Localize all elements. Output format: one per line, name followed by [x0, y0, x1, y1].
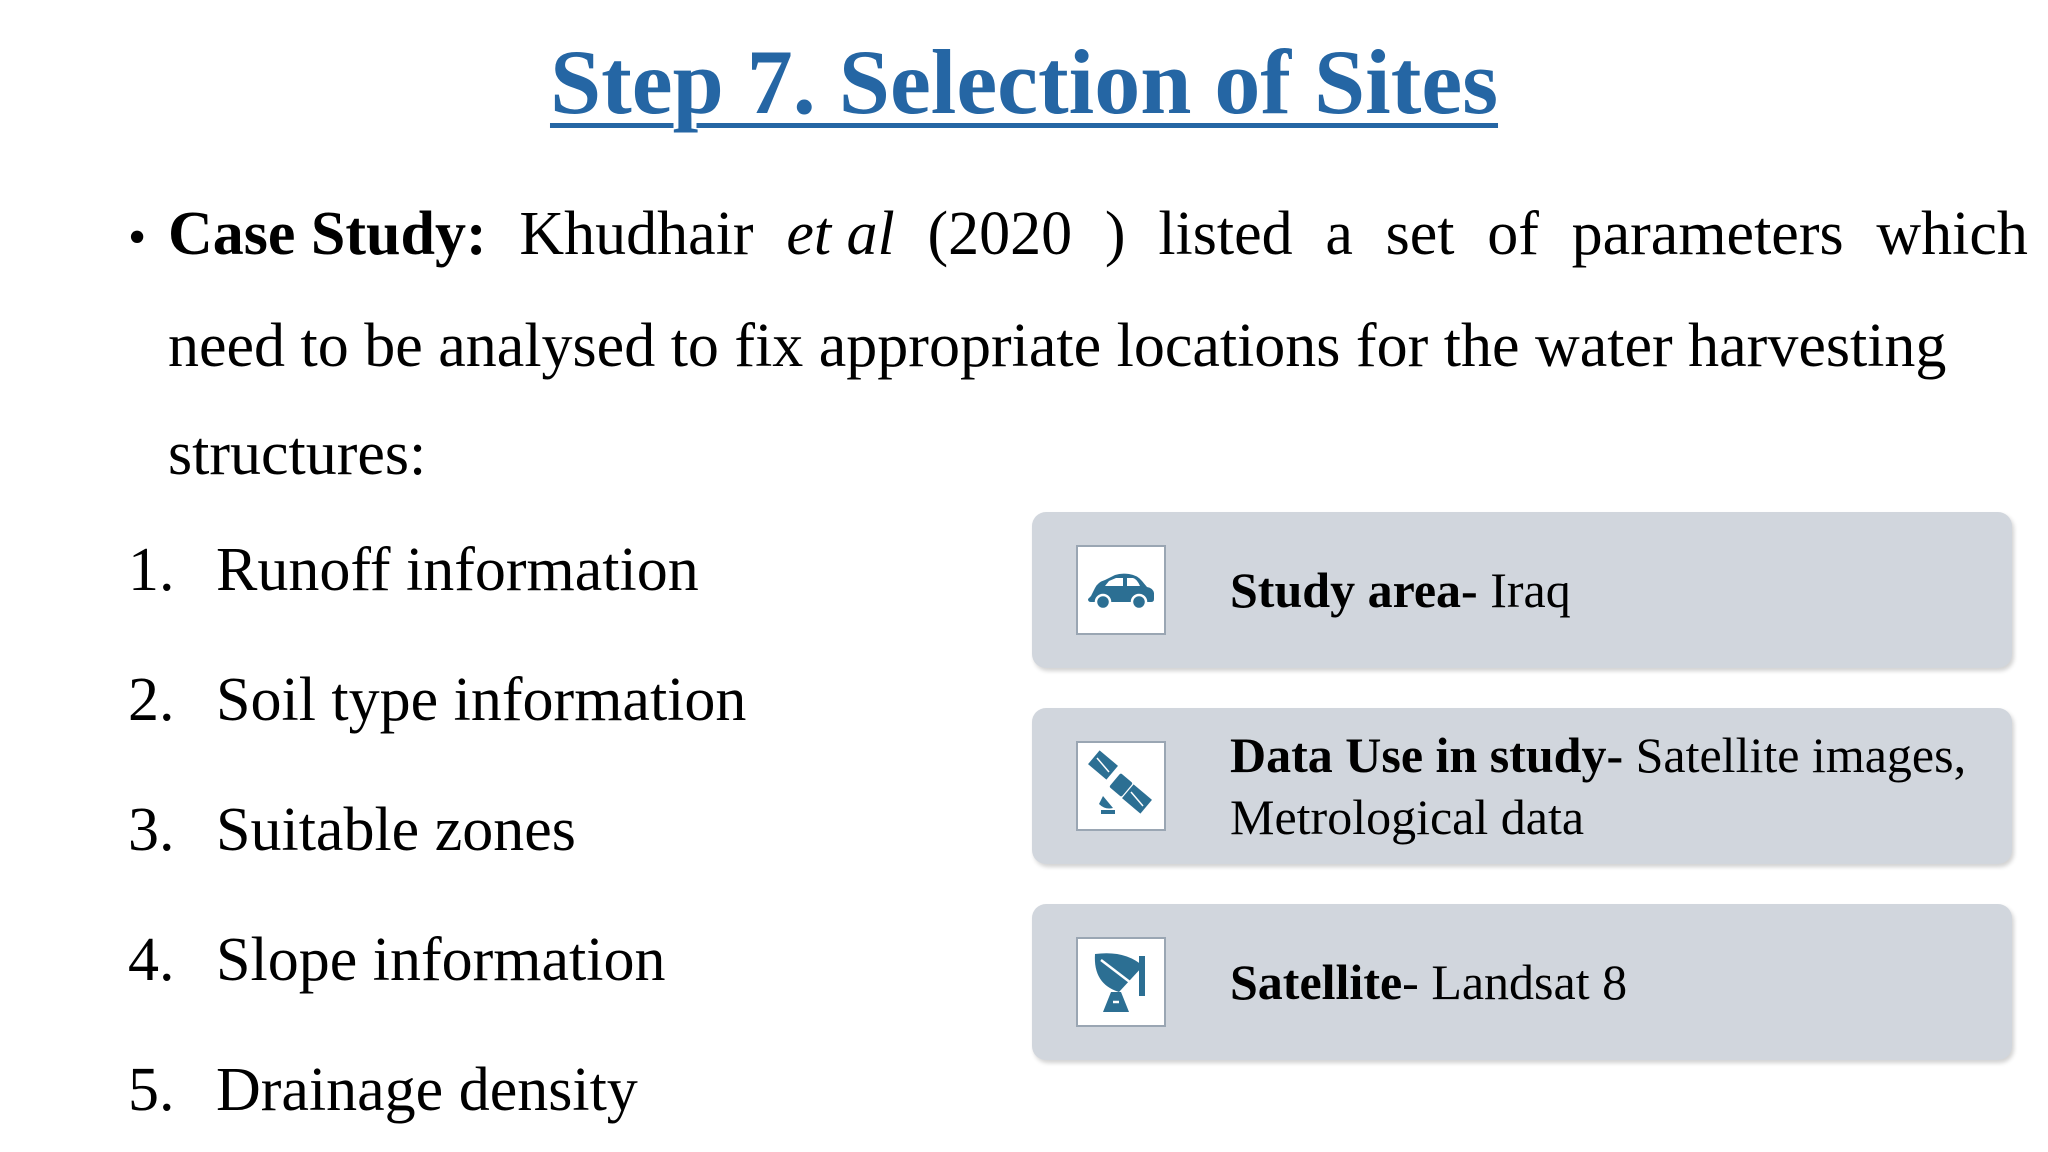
card-label: Data Use in study- [1230, 727, 1624, 783]
intro-word: a [1325, 200, 1353, 268]
card-value: Satellite images, Metrological data [1230, 727, 1967, 845]
card-label: Study area- [1230, 562, 1478, 618]
case-study-label: Case Study: [168, 200, 487, 268]
satellite-dish-icon [1076, 937, 1166, 1027]
list-item-number: 2. [128, 666, 175, 734]
intro-word: (2020 [927, 200, 1073, 268]
list-item-text: Drainage density [216, 1056, 638, 1124]
card-label: Satellite [1230, 954, 1403, 1010]
intro-word: parameters [1571, 200, 1844, 268]
data-use-card [1032, 708, 2012, 864]
list-item-text: Suitable zones [216, 796, 576, 864]
car-icon [1076, 545, 1166, 635]
intro-word: Khudhair [519, 200, 754, 268]
slide-title-text: Step 7. Selection of Sites [549, 31, 1499, 133]
case-study-paragraph [128, 180, 2028, 508]
list-item [128, 920, 746, 1050]
list-item-number: 5. [128, 1056, 175, 1124]
list-item-text: Slope information [216, 926, 666, 994]
study-area-card [1032, 512, 2012, 668]
list-item [128, 530, 746, 660]
intro-word: ) [1104, 200, 1126, 268]
list-item-number: 1. [128, 536, 175, 604]
list-item-number: 3. [128, 796, 175, 864]
intro-word-italic: et al [786, 200, 895, 268]
card-value: - Landsat 8 [1402, 954, 1628, 1010]
intro-lead [128, 180, 487, 292]
intro-word: listed [1158, 200, 1293, 268]
list-item [128, 660, 746, 790]
slide-title [0, 30, 2048, 136]
satellite-card [1032, 904, 2012, 1060]
intro-line-1 [128, 180, 2028, 292]
bullet: • [128, 209, 147, 266]
intro-word: of [1487, 200, 1539, 268]
satellite-icon [1076, 741, 1166, 831]
study-area-text [1230, 559, 1982, 621]
satellite-text [1230, 951, 1982, 1013]
data-use-text [1230, 724, 1982, 848]
list-item-text: Runoff information [216, 536, 699, 604]
list-item-text: Soil type information [216, 666, 747, 734]
list-item [128, 790, 746, 920]
list-item-number: 4. [128, 926, 175, 994]
intro-line-3: structures: [168, 420, 427, 488]
card-value: Iraq [1477, 562, 1571, 618]
intro-word: which [1876, 200, 2028, 268]
list-item [128, 1050, 746, 1152]
intro-line-2: need to be analysed to fix appropriate locations for the water harvesting [168, 312, 1947, 380]
parameter-list [128, 530, 746, 1152]
intro-word: set [1385, 200, 1455, 268]
